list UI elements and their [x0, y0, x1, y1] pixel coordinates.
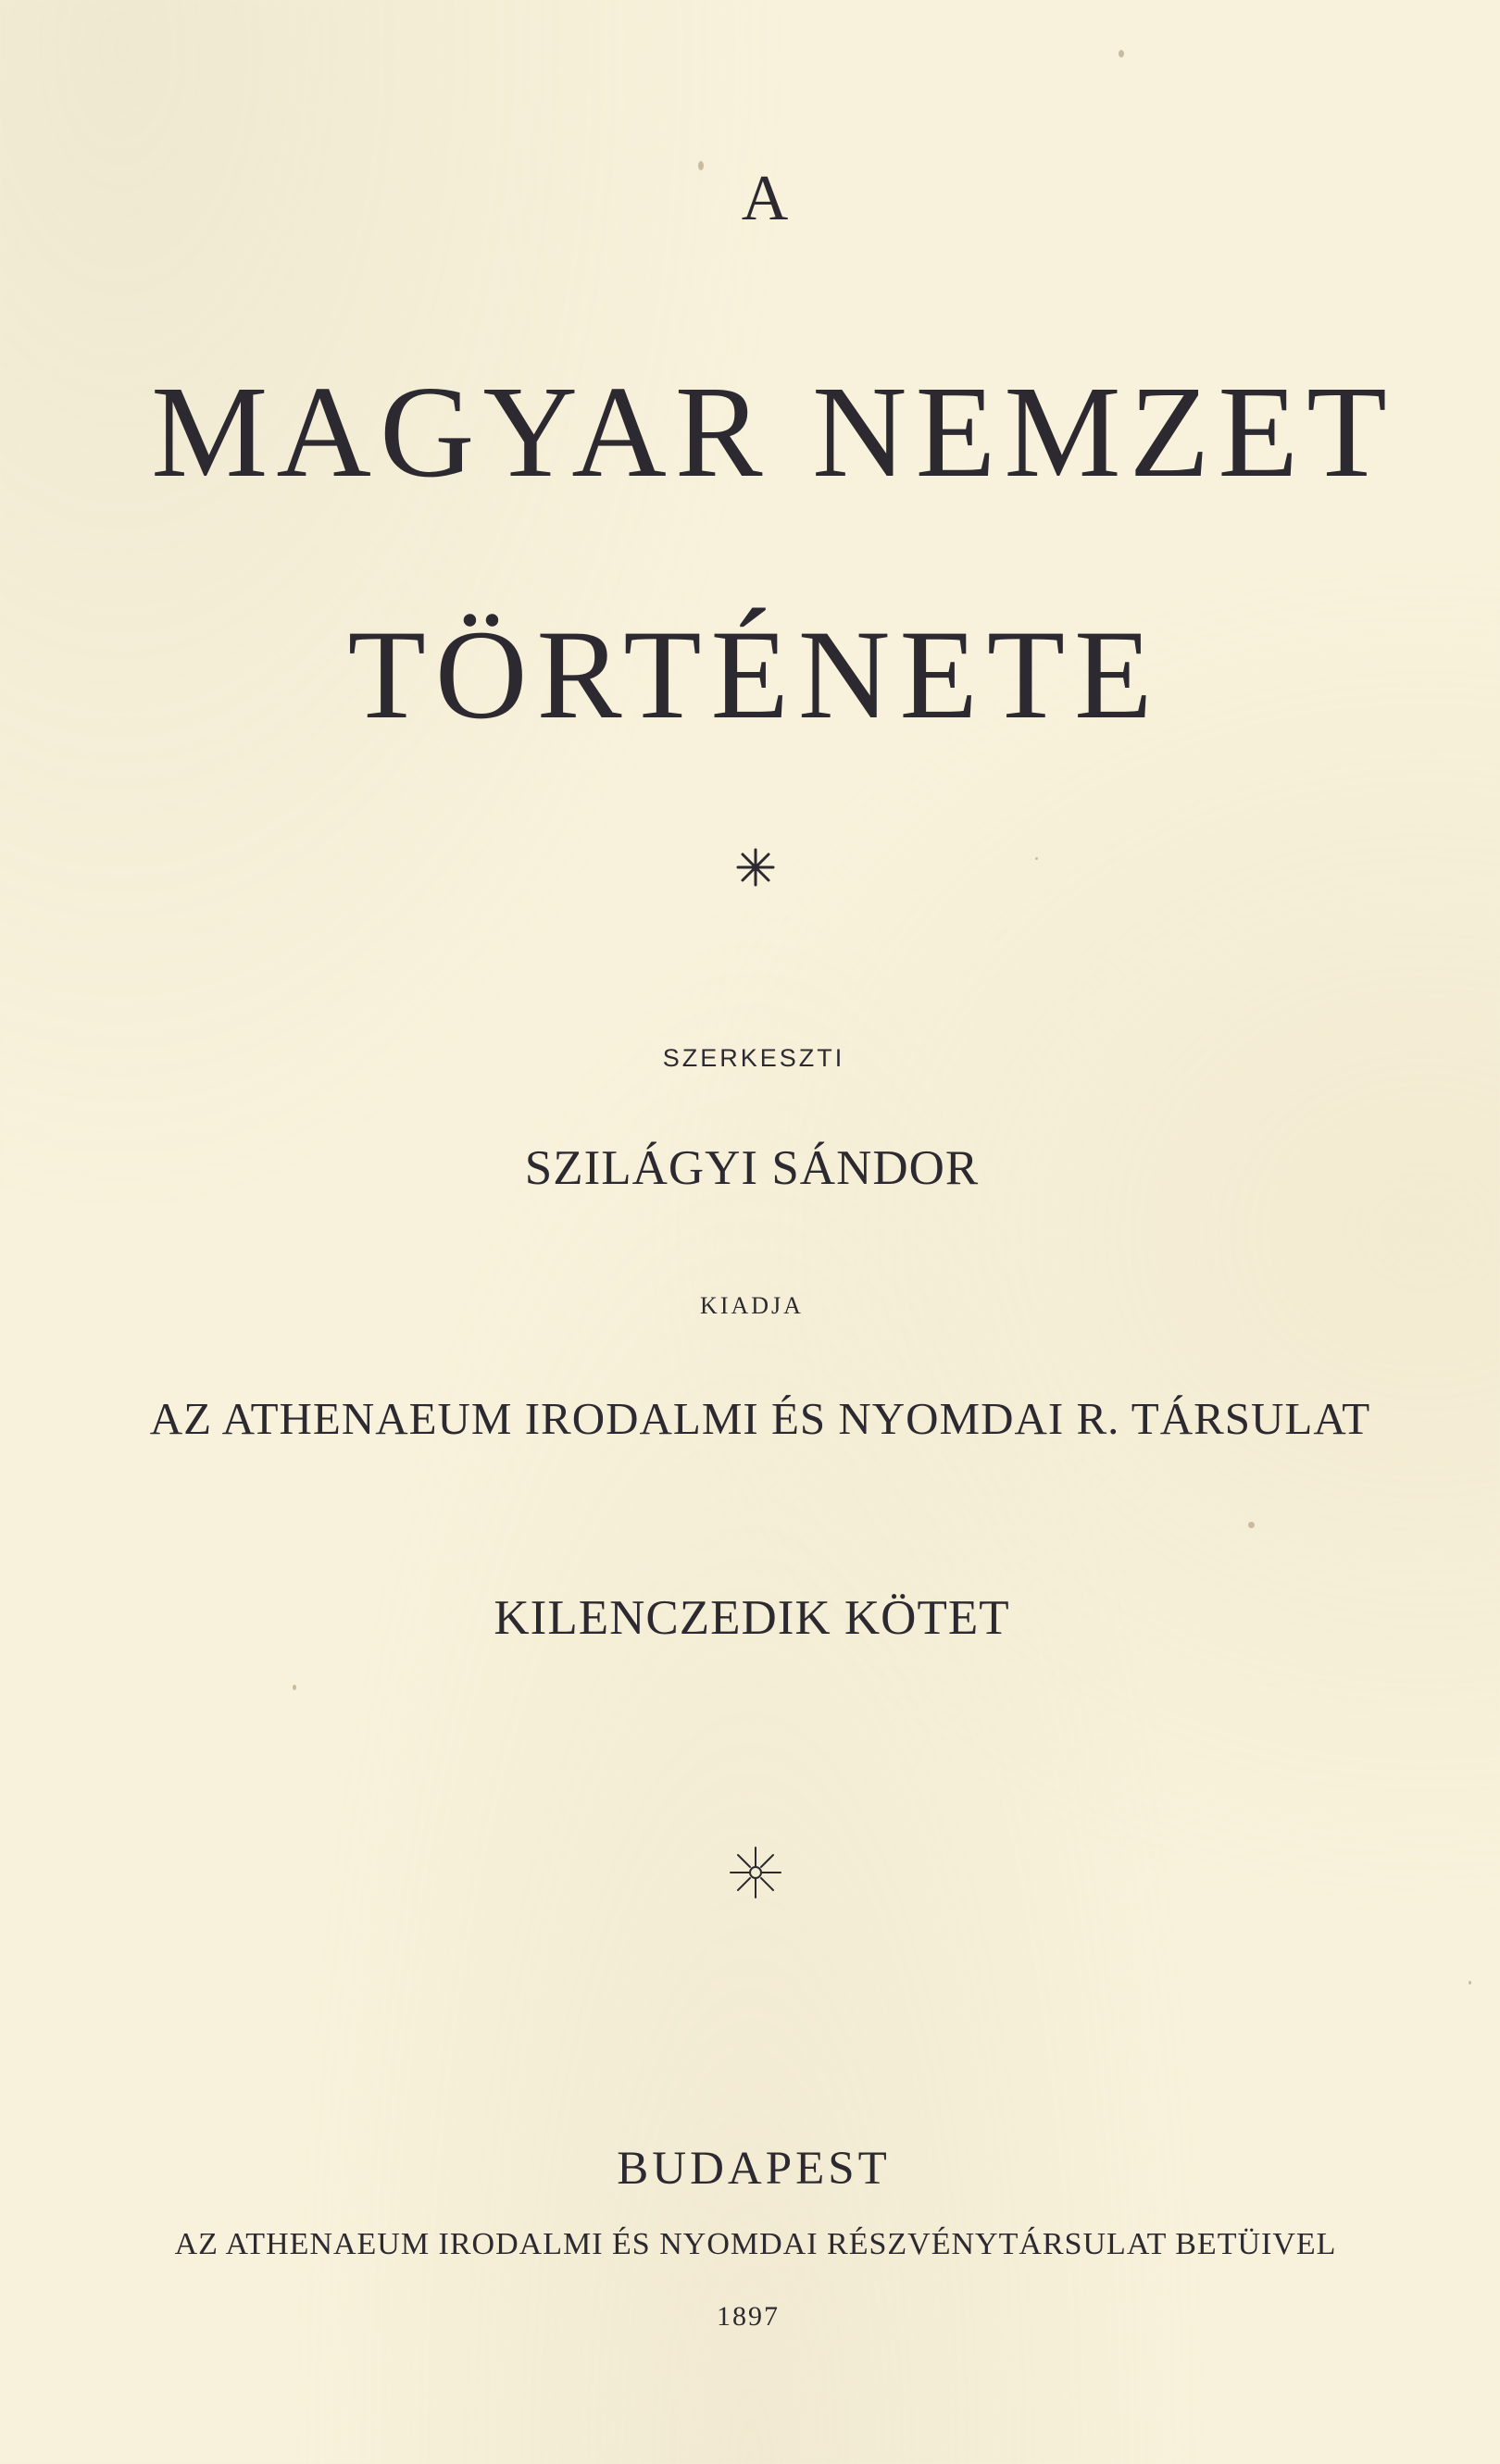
title-article: A	[741, 163, 789, 234]
paper-speck	[1469, 1981, 1471, 1985]
paper-speck	[698, 161, 704, 170]
imprint-city: BUDAPEST	[617, 2143, 891, 2195]
publisher-label: KIADJA	[700, 1292, 804, 1319]
publisher-name: AZ ATHENAEUM IRODALMI ÉS NYOMDAI R. TÁRSULAT	[149, 1393, 1371, 1444]
editor-label: SZERKESZTI	[662, 1044, 845, 1072]
volume-label: KILENCZEDIK KÖTET	[494, 1591, 1010, 1645]
paper-speck	[1035, 857, 1038, 860]
paper-speck	[293, 1685, 296, 1690]
paper-speck	[1119, 50, 1124, 57]
asterisk-ornament-icon	[6, 847, 1500, 888]
imprint-year: 1897	[717, 2301, 780, 2332]
sun-ornament-icon	[6, 1842, 1500, 1903]
title-line-2: TÖRTÉNETE	[347, 604, 1162, 745]
title-line-1: MAGYAR NEMZET	[151, 358, 1395, 504]
editor-name: SZILÁGYI SÁNDOR	[524, 1141, 980, 1195]
paper-speck	[1248, 1522, 1255, 1528]
imprint-printer: AZ ATHENAEUM IRODALMI ÉS NYOMDAI RÉSZVÉNYTÁRSULAT BETÜIVEL	[174, 2227, 1337, 2261]
